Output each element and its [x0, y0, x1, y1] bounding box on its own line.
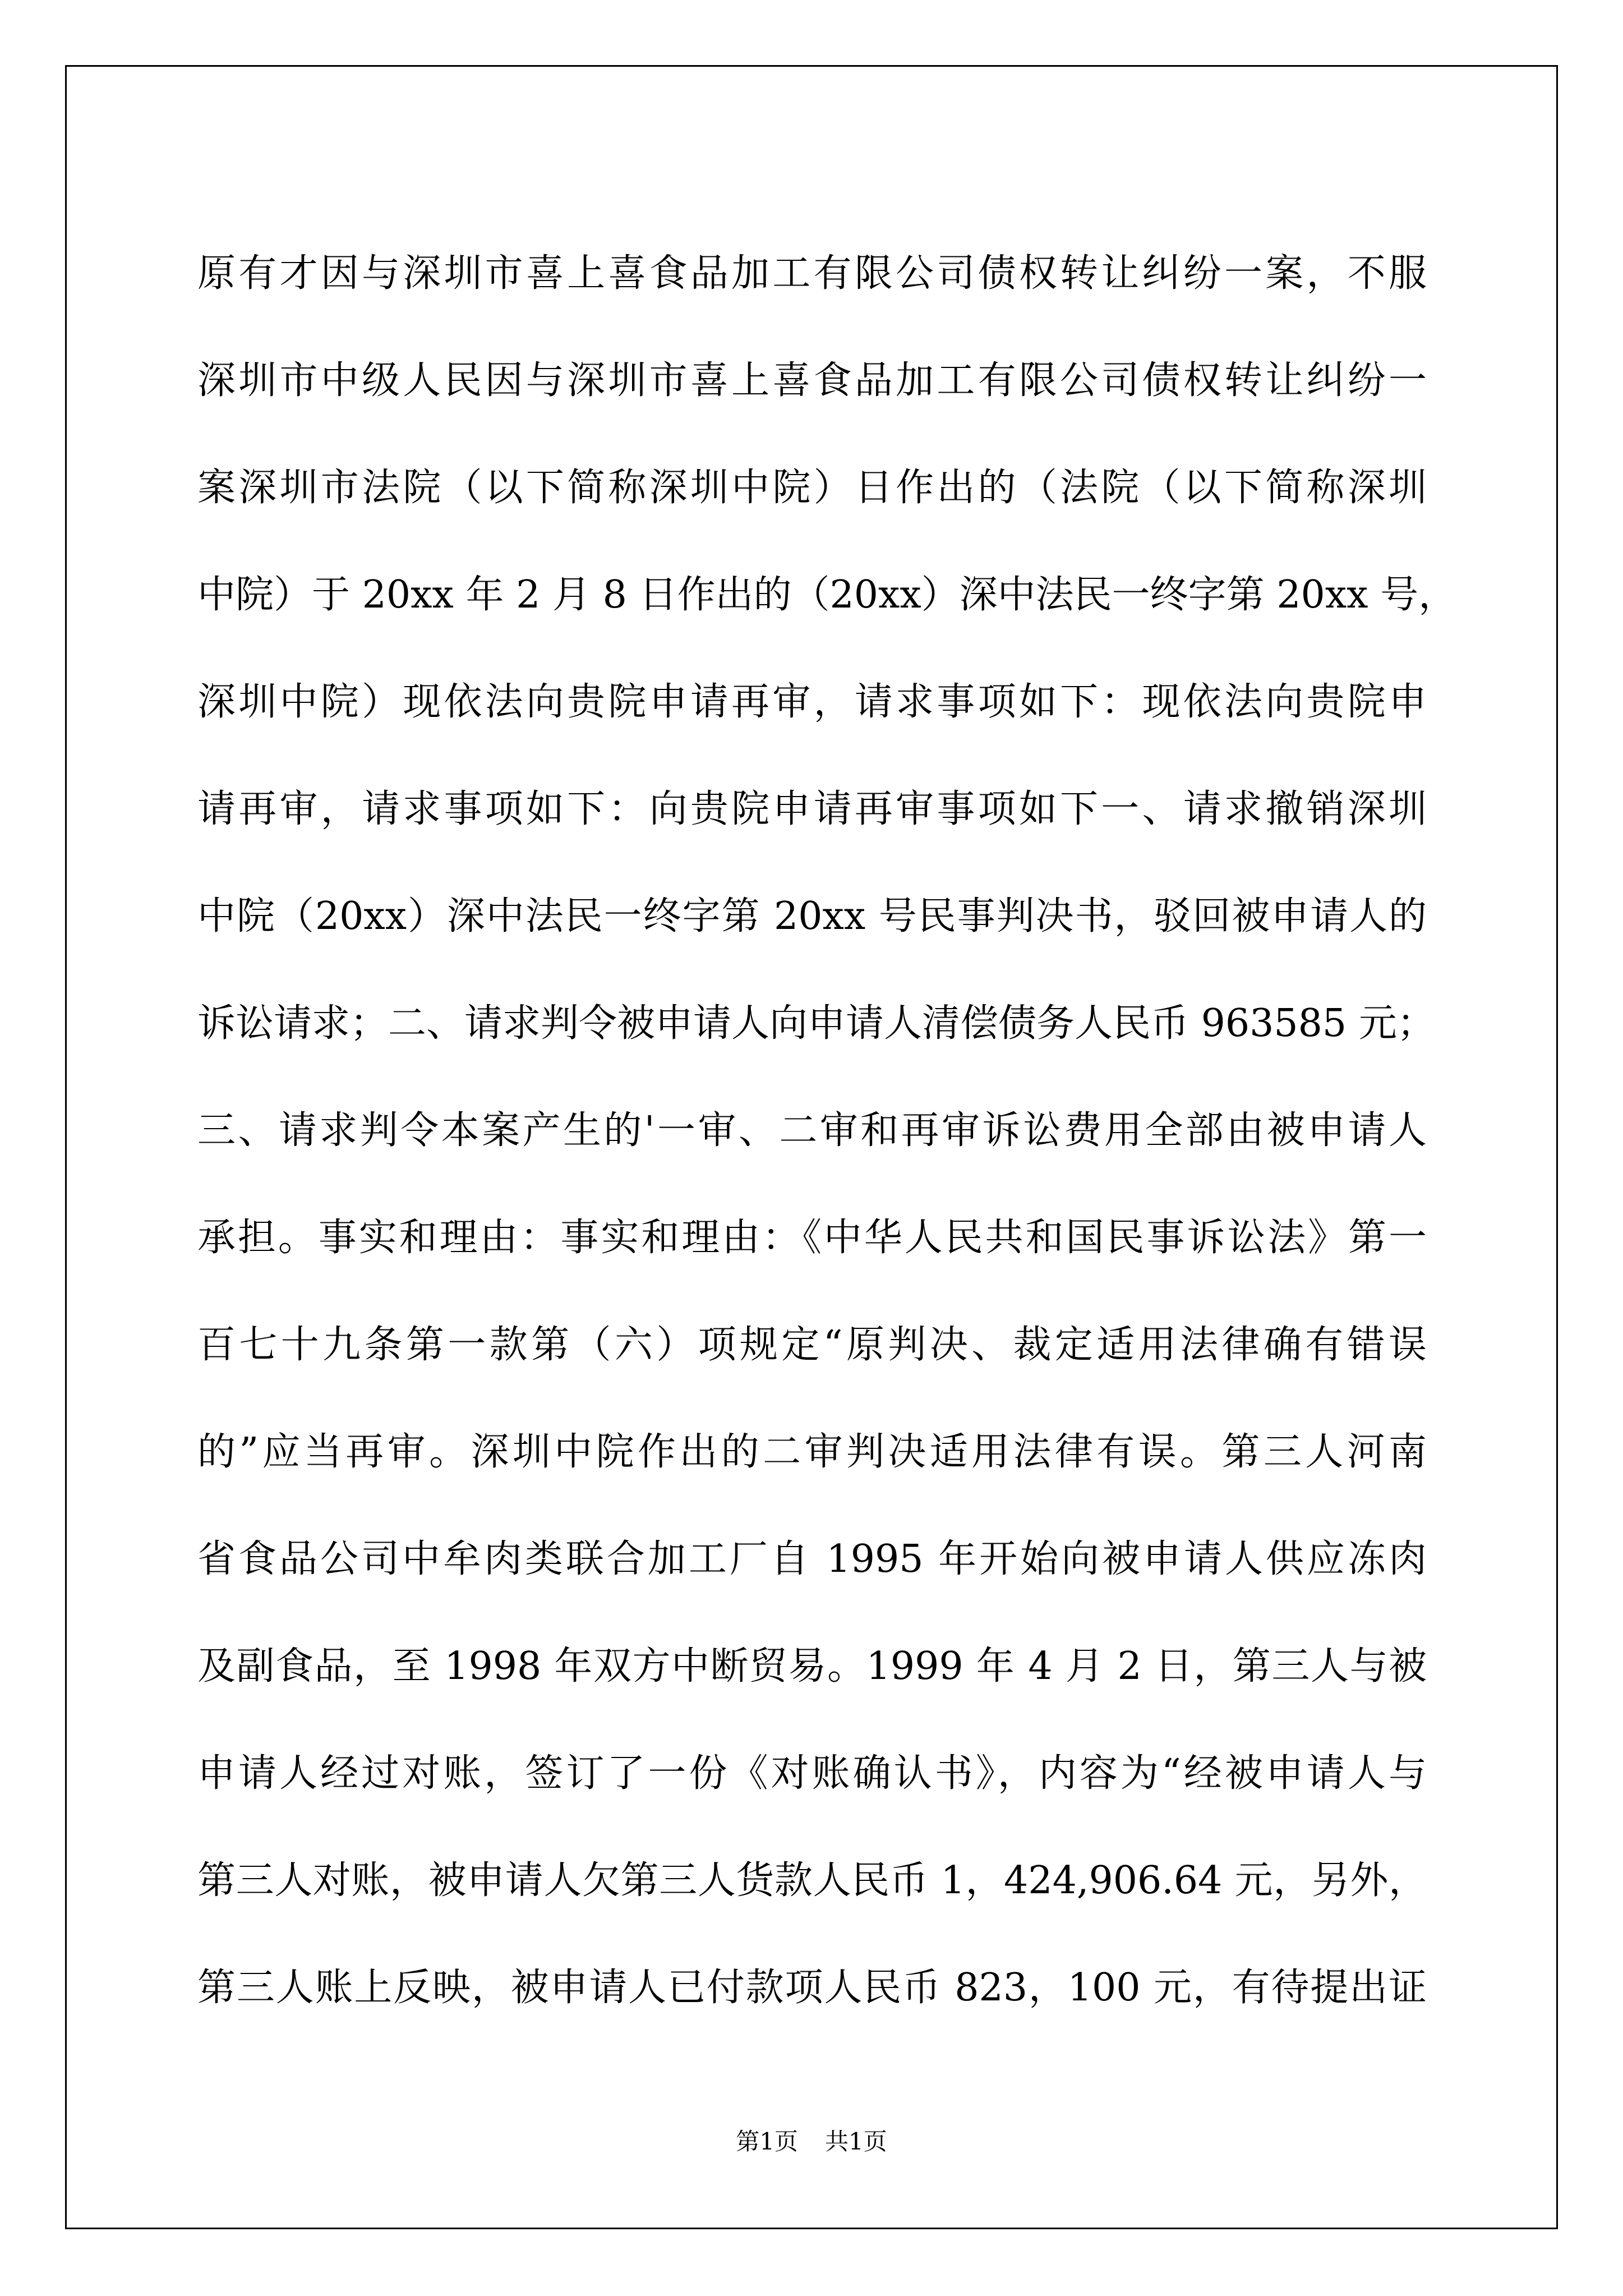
text-line: 百七十九条第一款第（六）项规定“原判决、裁定适用法律确有错误 [197, 1323, 1427, 1367]
text-line: 承担。事实和理由：事实和理由：《中华人民共和国民事诉讼法》第一 [197, 1216, 1427, 1260]
text-line: 深圳中院）现依法向贵院申请再审，请求事项如下：现依法向贵院申 [197, 680, 1427, 724]
text-line: 省食品公司中牟肉类联合加工厂自 1995 年开始向被申请人供应冻肉 [197, 1537, 1427, 1581]
text-line: 的”应当再审。深圳中院作出的二审判决适用法律有误。第三人河南 [197, 1430, 1427, 1474]
page-total: 共1页 [825, 2128, 887, 2155]
text-line: 第三人账上反映，被申请人已付款项人民币 823，100 元，有待提出证 [197, 1966, 1427, 2010]
page-footer [0, 2125, 1623, 2159]
text-line: 诉讼请求；二、请求判令被申请人向申请人清偿债务人民币 963585 元； [197, 1001, 1435, 1046]
text-line: 中院）于 20xx 年 2 月 8 日作出的（20xx）深中法民一终字第 20xx 号， [197, 573, 1457, 617]
text-line: 原有才因与深圳市喜上喜食品加工有限公司债权转让纠纷一案，不服 [197, 251, 1427, 296]
text-line: 中院（20xx）深中法民一终字第 20xx 号民事判决书，驳回被申请人的 [197, 894, 1427, 938]
text-line: 深圳市中级人民因与深圳市喜上喜食品加工有限公司债权转让纠纷一 [197, 358, 1427, 403]
text-line: 三、请求判令本案产生的'一审、二审和再审诉讼费用全部由被申请人 [197, 1108, 1427, 1153]
page-number: 第1页 [736, 2128, 798, 2155]
text-line: 及副食品，至 1998 年双方中断贸易。1999 年 4 月 2 日，第三人与被 [197, 1644, 1427, 1688]
text-line: 第三人对账，被申请人欠第三人货款人民币 1，424,906.64 元，另外， [197, 1858, 1427, 1903]
text-line: 请再审，请求事项如下：向贵院申请再审事项如下一、请求撤销深圳 [197, 787, 1427, 831]
text-line: 案深圳市法院（以下简称深圳中院）日作出的（法院（以下简称深圳 [197, 466, 1427, 510]
document-body [197, 220, 1457, 2041]
text-line: 申请人经过对账，签订了一份《对账确认书》，内容为“经被申请人与 [197, 1751, 1427, 1796]
